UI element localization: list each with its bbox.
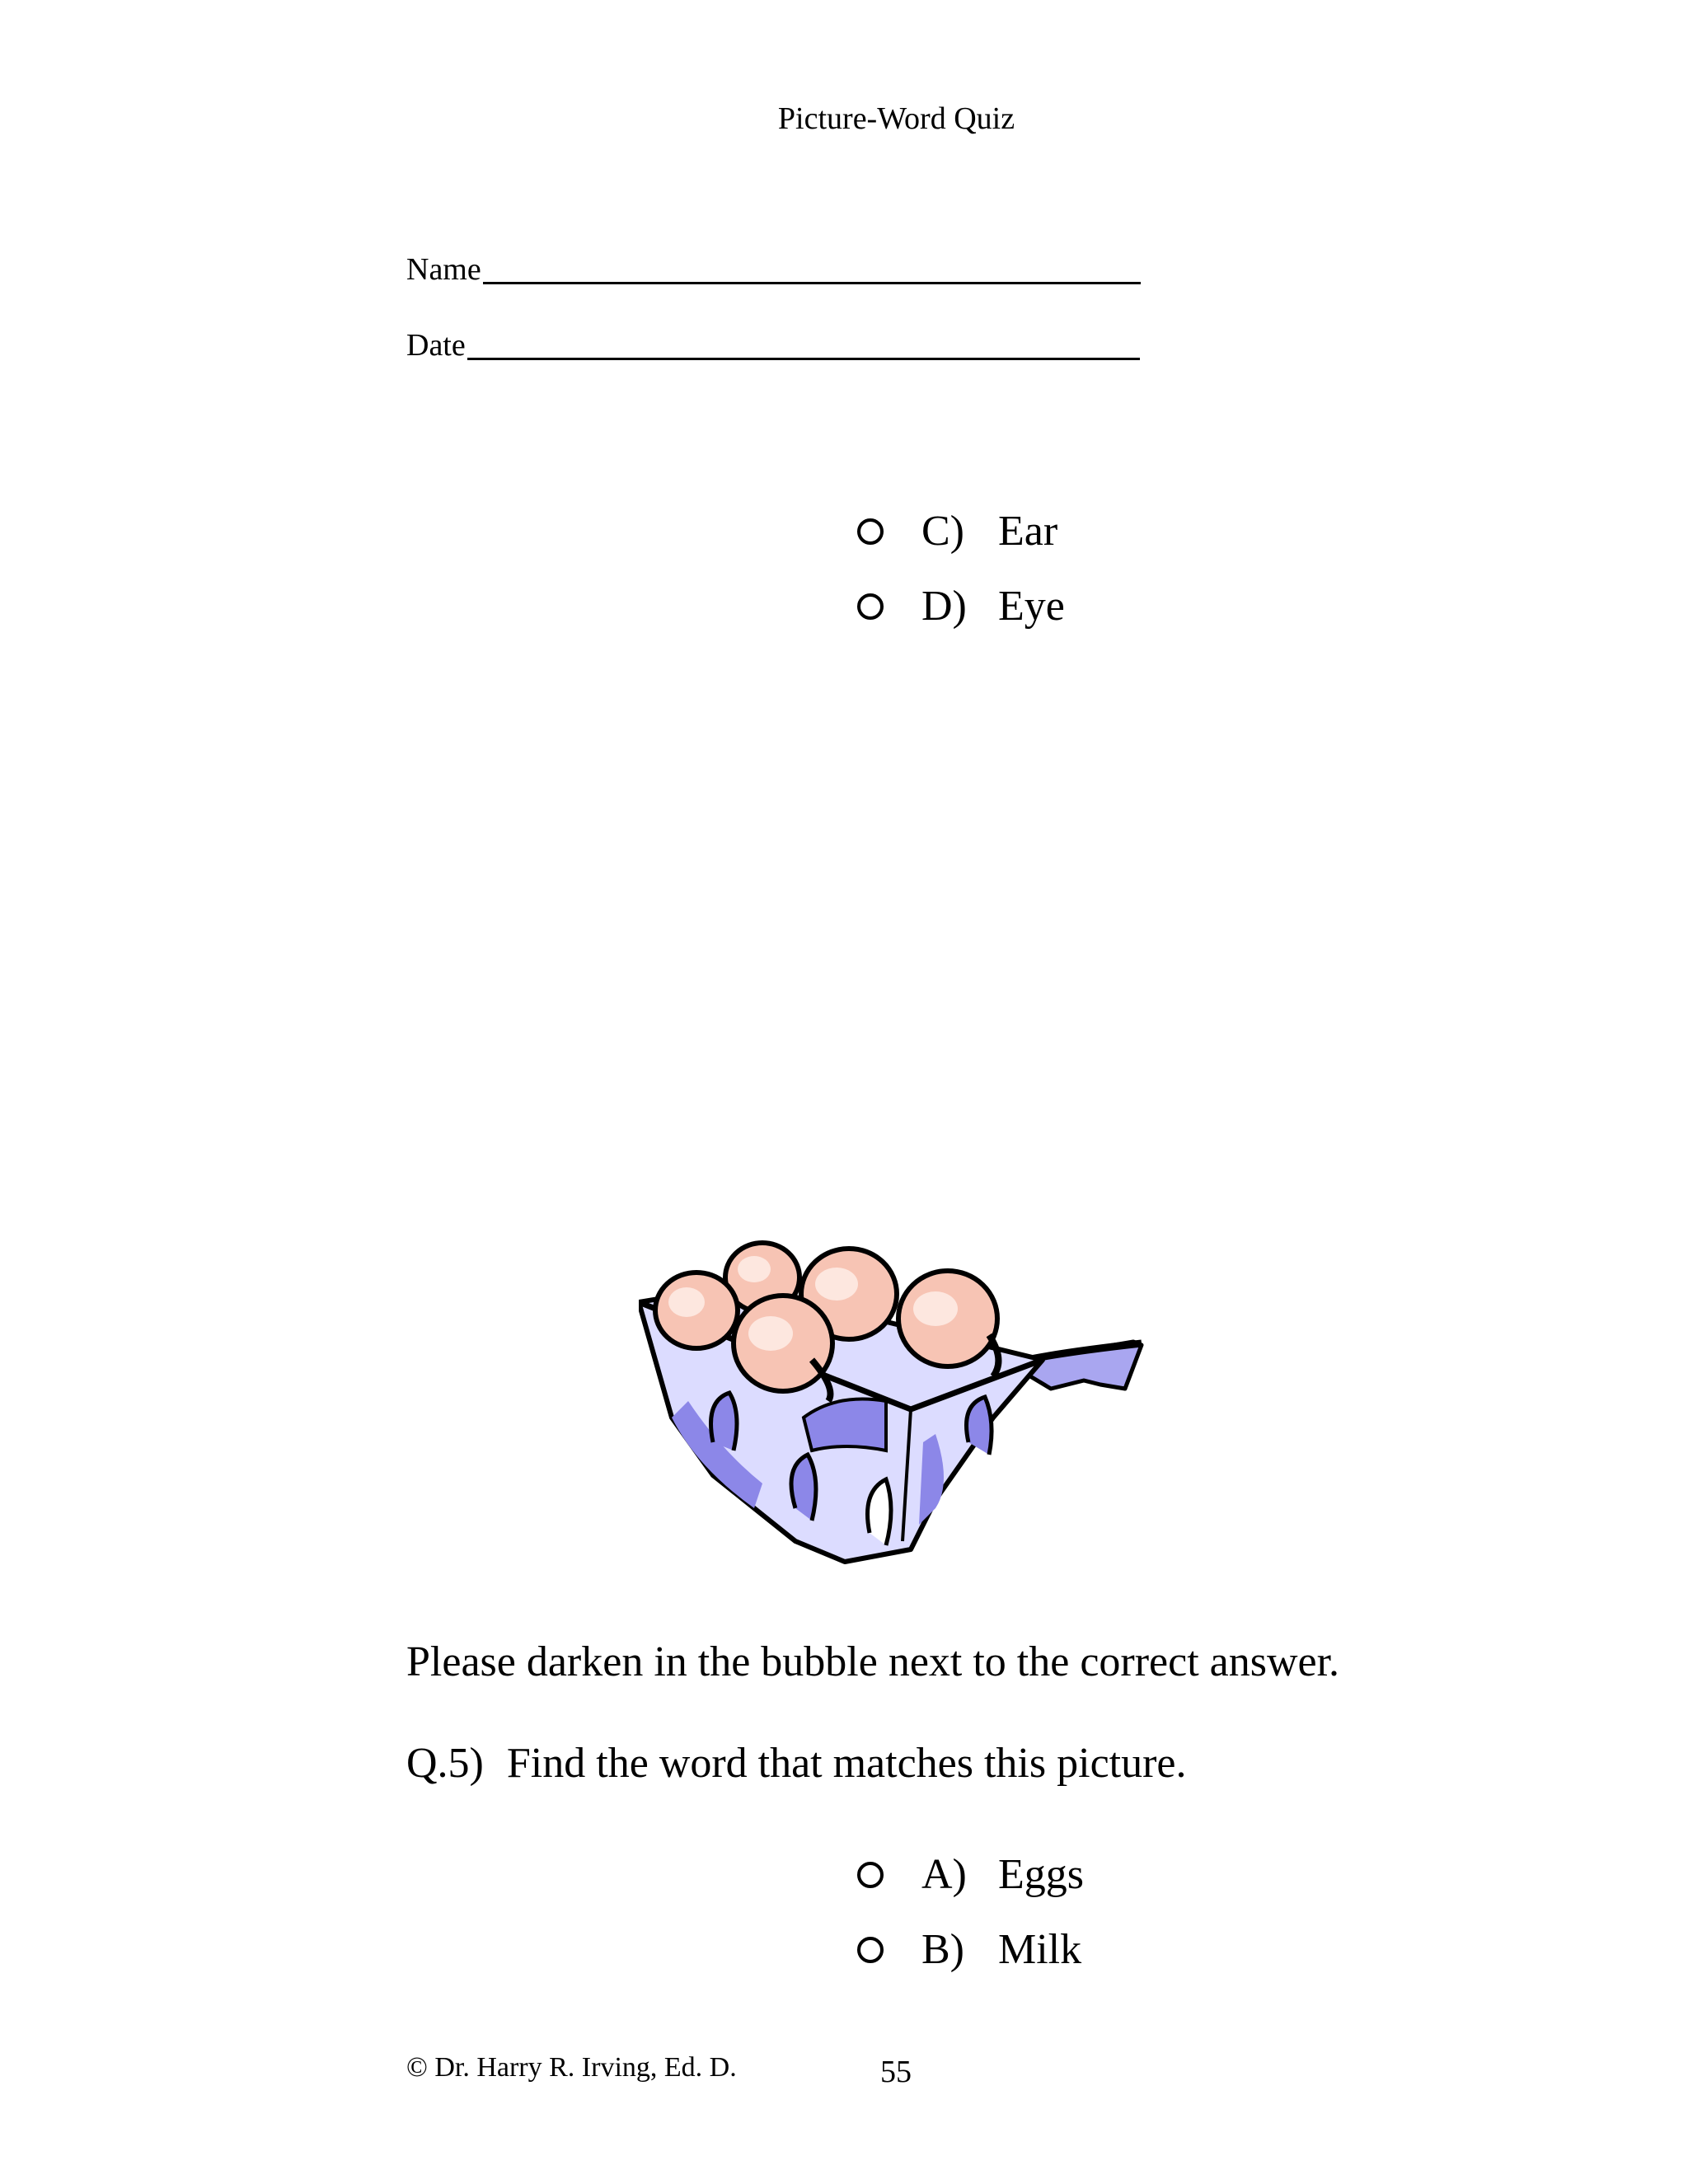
name-label: Name: [406, 252, 481, 287]
option-letter: A): [921, 1851, 967, 1898]
page-number: 55: [880, 2055, 912, 2089]
page-title: Picture-Word Quiz: [777, 101, 1015, 136]
date-field: [406, 327, 1140, 363]
name-field: [406, 251, 1141, 288]
answer-bubble-a[interactable]: [857, 1862, 884, 1888]
option-word: Milk: [998, 1926, 1082, 1973]
instruction-text: Please darken in the bubble next to the correct answer.: [406, 1638, 1340, 1685]
question-prompt: [406, 1739, 1187, 1788]
question-text: Find the word that matches this picture.: [506, 1740, 1187, 1787]
question-number: Q.5): [406, 1740, 484, 1787]
option-word: Eggs: [998, 1851, 1084, 1898]
egg-carton-icon: [639, 1236, 1158, 1582]
option-a: [857, 1850, 1084, 1899]
answer-bubble-d[interactable]: [857, 593, 884, 620]
date-input-line[interactable]: [467, 358, 1140, 360]
option-letter: B): [921, 1926, 964, 1973]
date-label: Date: [406, 328, 466, 363]
option-word: Eye: [998, 583, 1065, 630]
answer-bubble-b[interactable]: [857, 1937, 884, 1963]
option-d: [857, 582, 1065, 630]
answer-bubble-c[interactable]: [857, 518, 884, 545]
option-word: Ear: [998, 508, 1058, 555]
option-letter: C): [921, 508, 964, 555]
copyright-notice: © Dr. Harry R. Irving, Ed. D.: [406, 2052, 737, 2083]
option-b: [857, 1925, 1081, 1974]
name-input-line[interactable]: [483, 282, 1141, 284]
option-c: [857, 507, 1057, 555]
option-letter: D): [921, 583, 967, 630]
